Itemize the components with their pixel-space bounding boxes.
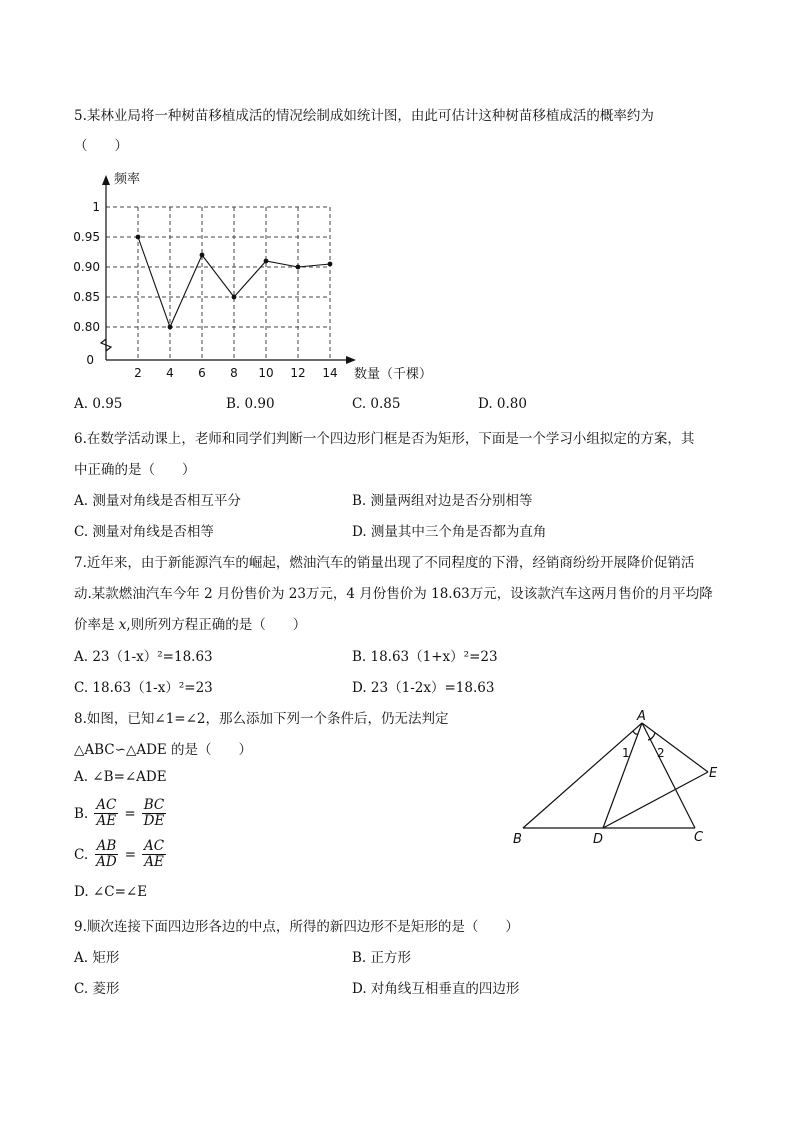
data-point-0 bbox=[136, 235, 141, 240]
q5-option-b[interactable]: B. 0.90 bbox=[226, 396, 275, 412]
q6-option-a[interactable]: A. 测量对角线是否相互平分 bbox=[74, 493, 241, 509]
q9-option-d[interactable]: D. 对角线互相垂直的四边形 bbox=[352, 981, 520, 997]
y-tick-label-1: 0.95 bbox=[73, 230, 100, 244]
q6-option-b[interactable]: B. 测量两组对边是否分别相等 bbox=[352, 493, 533, 509]
q8-option-b-prefix: B. bbox=[74, 805, 89, 822]
x-tick-label-5: 12 bbox=[290, 366, 306, 380]
angle-label-1: 1 bbox=[622, 746, 630, 760]
q5-option-d[interactable]: D. 0.80 bbox=[478, 396, 527, 412]
q5-option-a[interactable]: A. 0.95 bbox=[74, 396, 123, 412]
q8-option-c-fraction-1 bbox=[94, 839, 119, 870]
q7-stem-line-3 bbox=[74, 613, 306, 633]
q9-option-a[interactable]: A. 矩形 bbox=[74, 950, 120, 966]
segment-DE bbox=[603, 772, 708, 828]
angle-1-arc bbox=[633, 731, 638, 734]
x-tick-label-0: 2 bbox=[134, 366, 142, 380]
x-axis-arrow bbox=[346, 356, 356, 364]
data-point-4 bbox=[264, 259, 269, 264]
x-tick-label-6: 14 bbox=[322, 366, 338, 380]
y-tick-label-3: 0.85 bbox=[73, 290, 100, 304]
data-point-2 bbox=[200, 253, 205, 258]
q7-option-a[interactable]: A. 23（1-x）²=18.63 bbox=[74, 649, 213, 665]
vertex-label-c: C bbox=[694, 830, 704, 845]
x-tick-label-4: 10 bbox=[258, 366, 274, 380]
y-tick-label-2: 0.90 bbox=[73, 260, 100, 274]
q8-option-b-equals: = bbox=[124, 805, 136, 822]
q9-option-c[interactable]: C. 菱形 bbox=[74, 981, 120, 997]
data-point-5 bbox=[296, 265, 301, 270]
x-tick-label-2: 6 bbox=[198, 366, 206, 380]
q7-stem-line-2: 动.某款燃油汽车今年 2 月份售价为 23万元，4 月份售价为 18.63万元，设该款汽车这两月售价的月平均降 bbox=[74, 586, 713, 602]
q5-option-c[interactable]: C. 0.85 bbox=[352, 396, 401, 412]
q7-option-b[interactable]: B. 18.63（1+x）²=23 bbox=[352, 649, 498, 665]
x-axis-title: 数量（千棵） bbox=[354, 367, 433, 382]
q8-option-b-fraction-1 bbox=[94, 798, 118, 829]
data-point-6 bbox=[328, 262, 333, 267]
q8-stem-line-2: △ABC∽△ADE 的是（ ） bbox=[74, 742, 253, 758]
q6-option-d[interactable]: D. 测量其中三个角是否都为直角 bbox=[352, 524, 547, 540]
q8-option-c-num-1: AB bbox=[96, 838, 117, 854]
q8-option-b-den-1: AE bbox=[96, 813, 117, 829]
q8-stem-line-1: 8.如图，已知∠1=∠2，那么添加下列一个条件后，仍无法判定 bbox=[74, 711, 449, 727]
q7-stem-line-1: 7.近年来，由于新能源汽车的崛起，燃油汽车的销量出现了不同程度的下滑，经销商纷纷开展降价促销活 bbox=[74, 555, 695, 571]
segment-AE bbox=[642, 723, 708, 772]
q8-option-b-den-2: DE bbox=[143, 813, 165, 829]
q8-option-b-num-2: BC bbox=[143, 797, 165, 813]
vertex-label-e: E bbox=[709, 766, 718, 781]
q7-variable-x: x bbox=[118, 617, 127, 633]
q9-stem: 9.顺次连接下面四边形各边的中点，所得的新四边形不是矩形的是（ ） bbox=[74, 919, 519, 935]
q9-option-b[interactable]: B. 正方形 bbox=[352, 950, 412, 966]
q7-stem-line-3b: ,则所列方程正确的是（ ） bbox=[126, 617, 307, 633]
q8-option-a[interactable]: A. ∠B=∠ADE bbox=[74, 769, 167, 785]
origin-label: 0 bbox=[86, 353, 94, 367]
data-point-1 bbox=[168, 325, 173, 330]
q8-option-c-den-2: AE bbox=[144, 854, 164, 870]
q8-option-b[interactable] bbox=[74, 798, 166, 829]
q8-option-c-fraction-2 bbox=[142, 839, 166, 870]
vertex-label-b: B bbox=[513, 832, 522, 847]
q5-answer-paren: （ ） bbox=[74, 138, 128, 154]
vertex-label-d: D bbox=[593, 832, 604, 847]
q5-stem: 5.某林业局将一种树苗移植成活的情况绘制成如统计图，由此可估计这种树苗移植成活的概率约为 bbox=[74, 108, 654, 124]
segment-AB bbox=[523, 723, 642, 828]
q7-option-c[interactable]: C. 18.63（1-x）²=23 bbox=[74, 680, 213, 696]
q8-option-b-num-1: AC bbox=[96, 797, 117, 813]
q8-option-b-fraction-2 bbox=[142, 798, 167, 829]
y-tick-label-0: 1 bbox=[92, 200, 100, 214]
q6-option-c[interactable]: C. 测量对角线是否相等 bbox=[74, 524, 214, 540]
segment-AD bbox=[603, 723, 642, 828]
q6-stem-line-2: 中正确的是（ ） bbox=[74, 462, 196, 478]
q8-option-c-num-2: AC bbox=[144, 838, 165, 854]
y-axis-arrow bbox=[102, 175, 110, 185]
data-point-3 bbox=[232, 295, 237, 300]
y-axis-title: 频率 bbox=[114, 172, 141, 187]
q8-option-c-equals: = bbox=[124, 846, 137, 863]
vertex-label-a: A bbox=[637, 709, 646, 724]
q7-option-d[interactable]: D. 23（1-2x）=18.63 bbox=[352, 680, 495, 696]
x-tick-label-1: 4 bbox=[166, 366, 174, 380]
y-tick-label-4: 0.80 bbox=[73, 320, 100, 334]
frequency-line-chart bbox=[73, 165, 440, 395]
triangle-figure bbox=[505, 705, 745, 855]
q8-option-c-prefix: C. bbox=[74, 846, 89, 863]
q8-option-c-den-1: AD bbox=[96, 854, 117, 870]
q8-option-c[interactable] bbox=[74, 839, 166, 870]
angle-label-2: 2 bbox=[657, 746, 665, 760]
q7-stem-line-3a: 价率是 bbox=[74, 617, 119, 633]
x-tick-label-3: 8 bbox=[230, 366, 238, 380]
q6-stem-line-1: 6.在数学活动课上，老师和同学们判断一个四边形门框是否为矩形，下面是一个学习小组拟定的方案，其 bbox=[74, 431, 695, 447]
q8-option-d[interactable]: D. ∠C=∠E bbox=[74, 884, 148, 900]
